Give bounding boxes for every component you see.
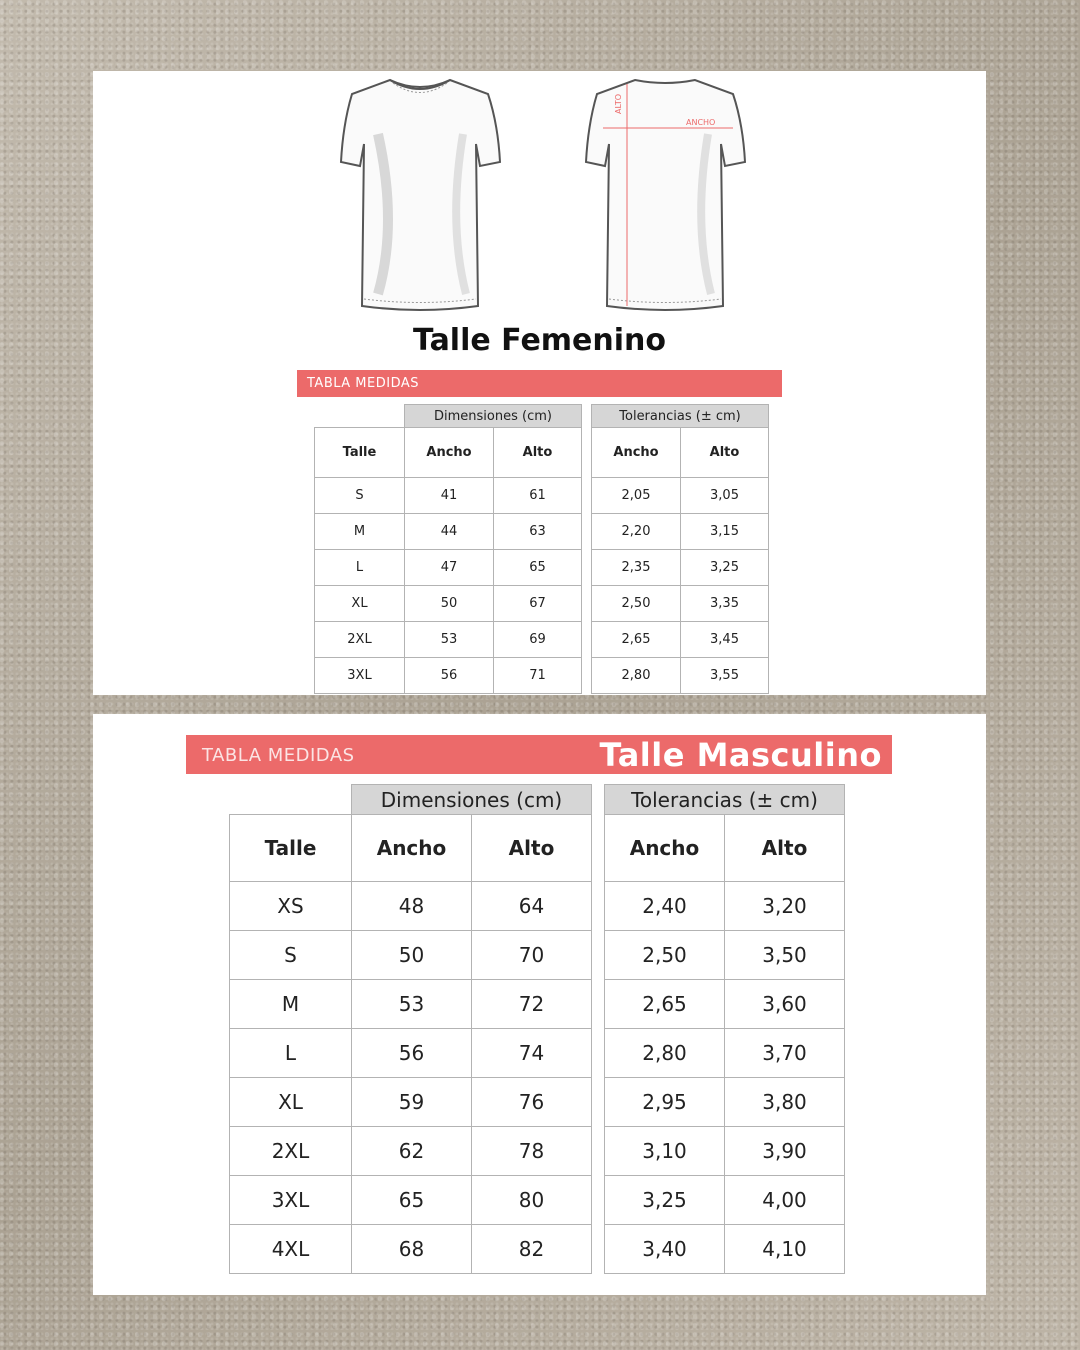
cell-tol-ancho: 3,10 <box>605 1127 725 1176</box>
tshirt-front-illustration <box>338 74 503 316</box>
banner-label: TABLA MEDIDAS <box>307 376 420 391</box>
dimensions-header: Dimensiones (cm) <box>405 405 582 428</box>
column-header-row <box>230 815 845 882</box>
cell-talle: S <box>230 931 352 980</box>
table-row <box>315 514 769 550</box>
measures-banner <box>297 370 782 397</box>
cell-ancho: 47 <box>405 550 494 586</box>
cell-ancho: 48 <box>352 882 472 931</box>
female-size-table <box>314 404 769 694</box>
cell-talle: M <box>230 980 352 1029</box>
col-talle: Talle <box>230 815 352 882</box>
cell-ancho: 44 <box>405 514 494 550</box>
cell-alto: 82 <box>472 1225 592 1274</box>
col-talle: Talle <box>315 428 405 478</box>
cell-ancho: 56 <box>352 1029 472 1078</box>
cell-ancho: 65 <box>352 1176 472 1225</box>
cell-talle: XS <box>230 882 352 931</box>
tshirt-back-illustration <box>583 74 748 316</box>
group-header-row <box>315 405 769 428</box>
cell-tol-ancho: 2,65 <box>592 622 681 658</box>
cell-alto: 64 <box>472 882 592 931</box>
cell-ancho: 50 <box>405 586 494 622</box>
blank-cell <box>230 785 352 815</box>
female-size-panel <box>93 71 986 695</box>
table-row <box>230 882 845 931</box>
cell-ancho: 62 <box>352 1127 472 1176</box>
cell-alto: 78 <box>472 1127 592 1176</box>
cell-ancho: 50 <box>352 931 472 980</box>
column-gap <box>582 405 592 428</box>
male-size-table <box>229 784 845 1274</box>
cell-tol-alto: 3,60 <box>725 980 845 1029</box>
table-row <box>315 622 769 658</box>
cell-alto: 76 <box>472 1078 592 1127</box>
cell-tol-ancho: 2,80 <box>592 658 681 694</box>
cell-tol-alto: 3,70 <box>725 1029 845 1078</box>
tolerances-header: Tolerancias (± cm) <box>592 405 769 428</box>
col-tol-alto: Alto <box>681 428 769 478</box>
cell-talle: M <box>315 514 405 550</box>
cell-talle: 2XL <box>315 622 405 658</box>
column-header-row <box>315 428 769 478</box>
cell-tol-alto: 3,50 <box>725 931 845 980</box>
col-ancho: Ancho <box>352 815 472 882</box>
cell-tol-alto: 3,45 <box>681 622 769 658</box>
cell-tol-ancho: 2,95 <box>605 1078 725 1127</box>
cell-alto: 71 <box>494 658 582 694</box>
cell-ancho: 68 <box>352 1225 472 1274</box>
cell-talle: L <box>315 550 405 586</box>
col-ancho: Ancho <box>405 428 494 478</box>
alto-label: ALTO <box>614 93 623 114</box>
cell-talle: 3XL <box>315 658 405 694</box>
blank-cell <box>315 405 405 428</box>
col-tol-ancho: Ancho <box>605 815 725 882</box>
column-gap <box>582 586 592 622</box>
table-row <box>230 1078 845 1127</box>
table-row <box>315 658 769 694</box>
column-gap <box>582 658 592 694</box>
table-row <box>230 931 845 980</box>
column-gap <box>582 428 592 478</box>
cell-tol-alto: 4,10 <box>725 1225 845 1274</box>
cell-alto: 70 <box>472 931 592 980</box>
cell-alto: 72 <box>472 980 592 1029</box>
cell-ancho: 59 <box>352 1078 472 1127</box>
cell-tol-ancho: 2,05 <box>592 478 681 514</box>
column-gap <box>592 882 605 931</box>
cell-tol-alto: 3,05 <box>681 478 769 514</box>
cell-tol-ancho: 2,20 <box>592 514 681 550</box>
column-gap <box>592 815 605 882</box>
column-gap <box>592 1225 605 1274</box>
column-gap <box>592 931 605 980</box>
cell-tol-alto: 3,20 <box>725 882 845 931</box>
cell-ancho: 56 <box>405 658 494 694</box>
cell-tol-ancho: 2,40 <box>605 882 725 931</box>
cell-alto: 67 <box>494 586 582 622</box>
col-alto: Alto <box>472 815 592 882</box>
cell-tol-alto: 3,55 <box>681 658 769 694</box>
banner-label: TABLA MEDIDAS <box>202 745 355 766</box>
cell-tol-ancho: 2,50 <box>605 931 725 980</box>
cell-tol-ancho: 2,35 <box>592 550 681 586</box>
cell-tol-ancho: 2,80 <box>605 1029 725 1078</box>
measures-banner <box>186 735 892 774</box>
cell-talle: XL <box>230 1078 352 1127</box>
cell-alto: 61 <box>494 478 582 514</box>
column-gap <box>592 980 605 1029</box>
col-tol-alto: Alto <box>725 815 845 882</box>
cell-tol-alto: 4,00 <box>725 1176 845 1225</box>
table-row <box>230 1225 845 1274</box>
cell-alto: 69 <box>494 622 582 658</box>
cell-ancho: 41 <box>405 478 494 514</box>
dimensions-header: Dimensiones (cm) <box>352 785 592 815</box>
column-gap <box>592 1127 605 1176</box>
table-row <box>315 586 769 622</box>
cell-tol-alto: 3,25 <box>681 550 769 586</box>
cell-talle: 4XL <box>230 1225 352 1274</box>
table-row <box>230 980 845 1029</box>
female-title: Talle Femenino <box>412 323 667 358</box>
tolerances-header: Tolerancias (± cm) <box>605 785 845 815</box>
column-gap <box>582 478 592 514</box>
cell-alto: 63 <box>494 514 582 550</box>
cell-ancho: 53 <box>352 980 472 1029</box>
cell-talle: XL <box>315 586 405 622</box>
col-tol-ancho: Ancho <box>592 428 681 478</box>
cell-tol-alto: 3,80 <box>725 1078 845 1127</box>
column-gap <box>592 1078 605 1127</box>
table-row <box>230 1176 845 1225</box>
col-alto: Alto <box>494 428 582 478</box>
cell-talle: 3XL <box>230 1176 352 1225</box>
male-size-panel <box>93 714 986 1295</box>
cell-alto: 74 <box>472 1029 592 1078</box>
column-gap <box>592 785 605 815</box>
ancho-label: ANCHO <box>686 118 716 127</box>
cell-tol-ancho: 3,40 <box>605 1225 725 1274</box>
table-row <box>230 1029 845 1078</box>
cell-talle: 2XL <box>230 1127 352 1176</box>
group-header-row <box>230 785 845 815</box>
column-gap <box>592 1176 605 1225</box>
cell-alto: 80 <box>472 1176 592 1225</box>
cell-tol-alto: 3,15 <box>681 514 769 550</box>
cell-tol-ancho: 3,25 <box>605 1176 725 1225</box>
column-gap <box>582 622 592 658</box>
male-title: Talle Masculino <box>599 736 882 774</box>
table-row <box>315 478 769 514</box>
cell-talle: L <box>230 1029 352 1078</box>
cell-alto: 65 <box>494 550 582 586</box>
cell-tol-alto: 3,90 <box>725 1127 845 1176</box>
cell-talle: S <box>315 478 405 514</box>
cell-tol-alto: 3,35 <box>681 586 769 622</box>
table-row <box>315 550 769 586</box>
column-gap <box>582 514 592 550</box>
table-row <box>230 1127 845 1176</box>
cell-tol-ancho: 2,50 <box>592 586 681 622</box>
column-gap <box>582 550 592 586</box>
cell-ancho: 53 <box>405 622 494 658</box>
cell-tol-ancho: 2,65 <box>605 980 725 1029</box>
column-gap <box>592 1029 605 1078</box>
